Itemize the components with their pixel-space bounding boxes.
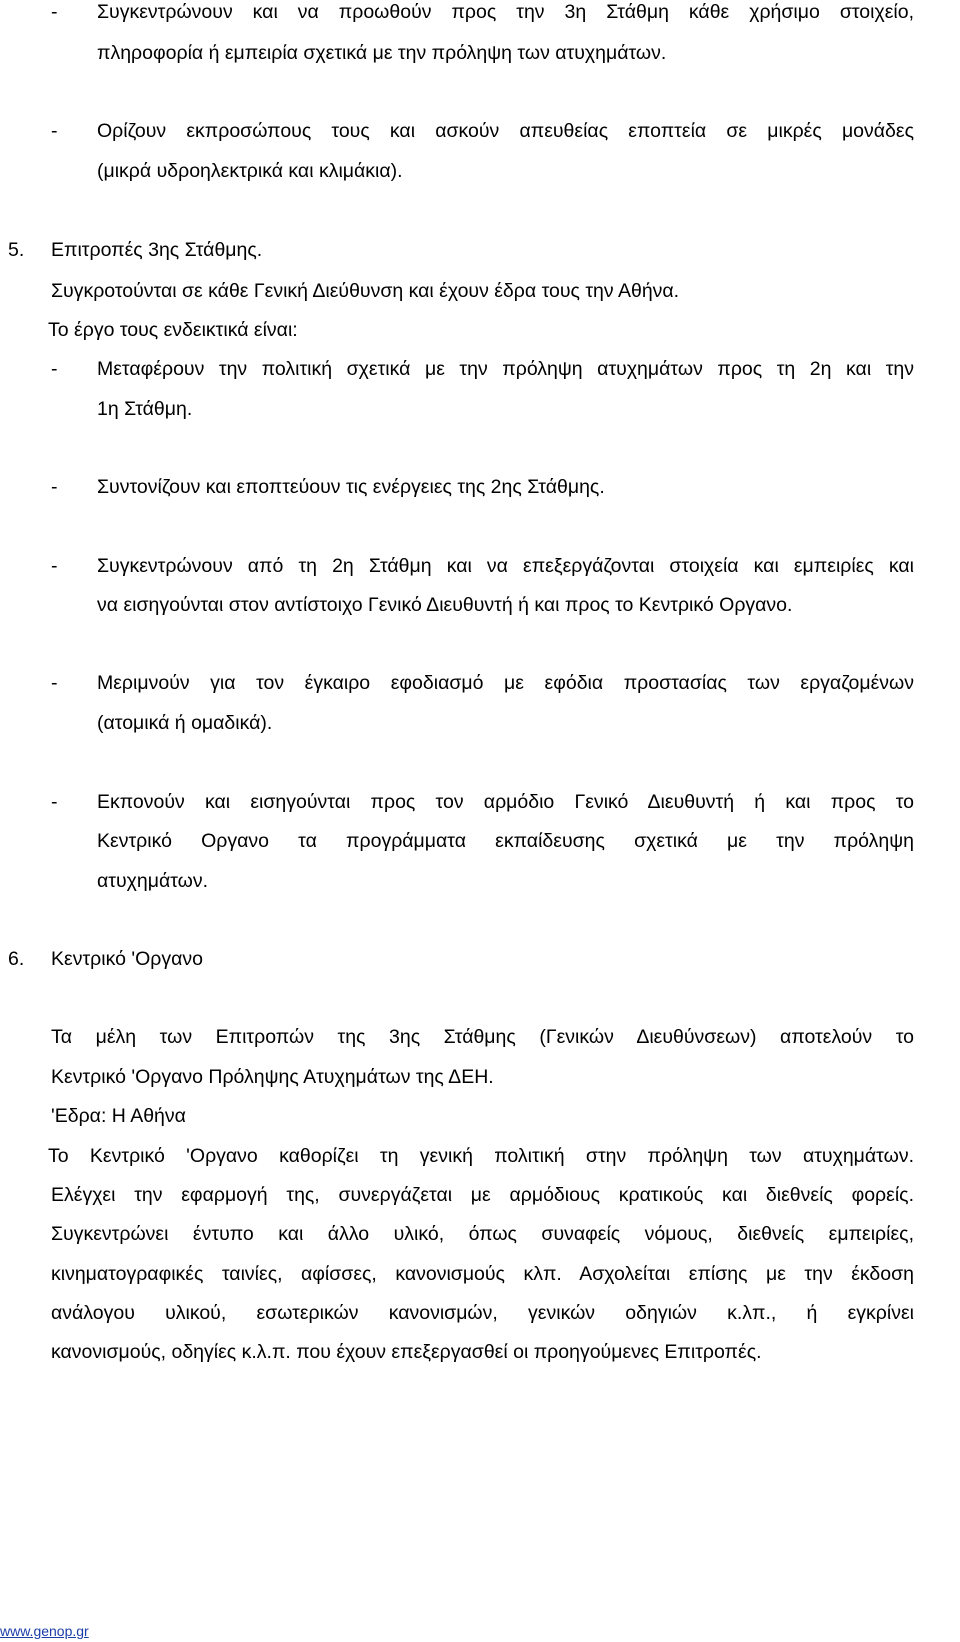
bullet-dash: - (51, 555, 58, 577)
bullet-dash: - (51, 120, 58, 142)
section-number: 6. (8, 948, 25, 970)
paragraph-line: Συγκεντρώνει έντυπο και άλλο υλικό, όπως συναφείς νόμους, διεθνείς εμπειρίες, (51, 1223, 914, 1245)
bullet-text-line: Εκπονούν και εισηγούνται προς τον αρμόδιο Γενικό Διευθυντή ή και προς το (97, 791, 914, 813)
paragraph-line: Ελέγχει την εφαρμογή της, συνεργάζεται με αρμόδιους κρατικούς και διεθνείς φορείς. (51, 1184, 914, 1206)
bullet-dash: - (51, 358, 58, 380)
bullet-text-line: Συγκεντρώνουν από τη 2η Στάθμη και να επεξεργάζονται στοιχεία και εμπειρίες και (97, 555, 914, 577)
footer-link[interactable]: www.genop.gr (0, 1623, 89, 1639)
section-intro: Το έργο τους ενδεικτικά είναι: (48, 319, 298, 341)
bullet-text-line: Συντονίζουν και εποπτεύουν τις ενέργειες της 2ης Στάθμης. (97, 476, 605, 498)
section-number: 5. (8, 239, 25, 261)
paragraph-line: Κεντρικό 'Οργανο Πρόληψης Ατυχημάτων της ΔΕΗ. (51, 1066, 494, 1088)
paragraph-line: Τα μέλη των Επιτροπών της 3ης Στάθμης (Γενικών Διευθύνσεων) αποτελούν το (51, 1026, 914, 1048)
paragraph-line: Το Κεντρικό 'Οργανο καθορίζει τη γενική πολιτική στην πρόληψη των ατυχημάτων. (48, 1145, 914, 1167)
bullet-dash: - (51, 672, 58, 694)
bullet-text-line: Μεταφέρουν την πολιτική σχετικά με την πρόληψη ατυχημάτων προς τη 2η και την (97, 358, 914, 380)
bullet-dash: - (51, 1, 58, 23)
bullet-text-line: (μικρά υδροηλεκτρικά και κλιμάκια). (97, 160, 403, 182)
paragraph-line: κανονισμούς, οδηγίες κ.λ.π. που έχουν επεξεργασθεί οι προηγούμενες Επιτροπές. (51, 1341, 762, 1363)
seat-line: 'Εδρα: Η Αθήνα (51, 1105, 186, 1127)
bullet-dash: - (51, 476, 58, 498)
bullet-text-line: Μεριμνούν για τον έγκαιρο εφοδιασμό με εφόδια προστασίας των εργαζομένων (97, 672, 914, 694)
bullet-text-line: (ατομικά ή ομαδικά). (97, 712, 273, 734)
paragraph-line: κινηματογραφικές ταινίες, αφίσσες, κανονισμούς κλπ. Ασχολείται επίσης με την έκδοση (51, 1263, 914, 1285)
bullet-text-line: Κεντρικό Οργανο τα προγράμματα εκπαίδευσης σχετικά με την πρόληψη (97, 830, 914, 852)
section-title: Επιτροπές 3ης Στάθμης. (51, 239, 263, 261)
section-intro: Συγκροτούνται σε κάθε Γενική Διεύθυνση και έχουν έδρα τους την Αθήνα. (51, 280, 680, 302)
bullet-text-line: Ορίζουν εκπροσώπους τους και ασκούν απευθείας εποπτεία σε μικρές μονάδες (97, 120, 914, 142)
bullet-dash: - (51, 791, 58, 813)
bullet-text-line: Συγκεντρώνουν και να προωθούν προς την 3η Στάθμη κάθε χρήσιμο στοιχείο, (97, 1, 914, 23)
section-title: Κεντρικό 'Οργανο (51, 948, 203, 970)
bullet-text-line: 1η Στάθμη. (97, 398, 193, 420)
paragraph-line: ανάλογου υλικού, εσωτερικών κανονισμών, γενικών οδηγιών κ.λπ., ή εγκρίνει (51, 1302, 914, 1324)
bullet-text-line: πληροφορία ή εμπειρία σχετικά με την πρόληψη των ατυχημάτων. (97, 42, 667, 64)
bullet-text-line: να εισηγούνται στον αντίστοιχο Γενικό Διευθυντή ή και προς το Κεντρικό Οργανο. (97, 594, 793, 616)
bullet-text-line: ατυχημάτων. (97, 870, 209, 892)
